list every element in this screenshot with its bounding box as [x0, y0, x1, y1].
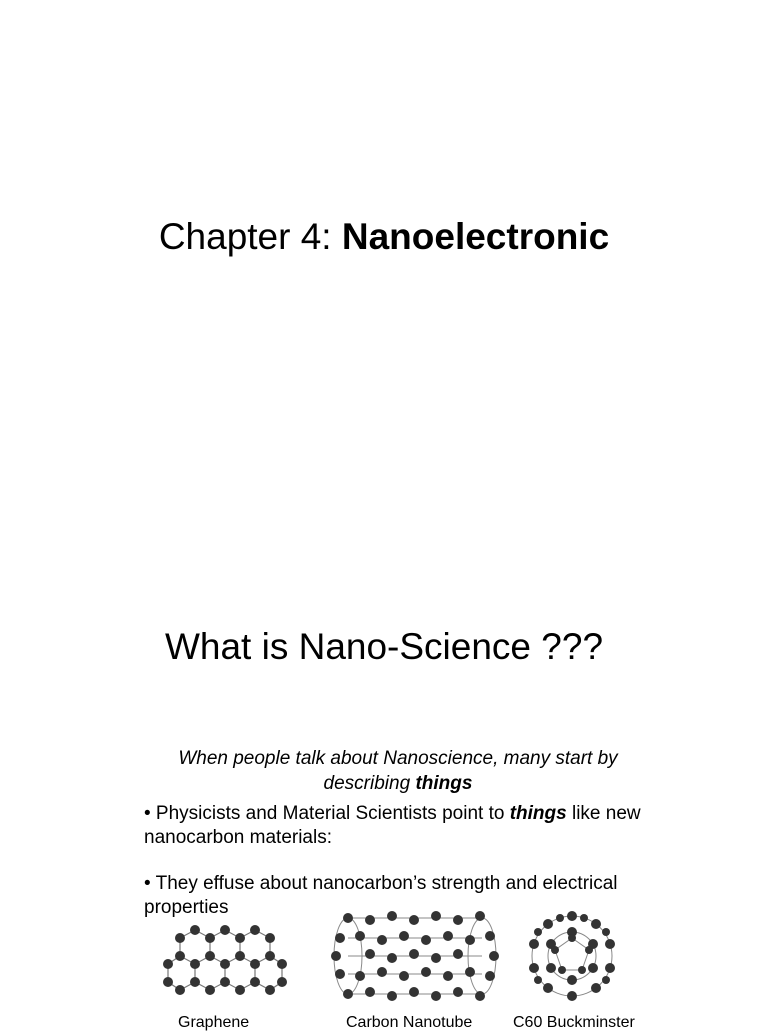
slide-title: What is Nano-Science ??? — [164, 626, 604, 667]
bullet-physicists-end: like new nanocarbon materials: — [144, 803, 641, 848]
intro-text-main: When people talk about Nanoscience, many start by describing — [178, 748, 618, 794]
bullet-physicists — [144, 802, 664, 850]
chapter-title-bold: Nanoelectronic — [341, 216, 610, 257]
bullet-physicists-start: • Physicists and Material Scientists point to — [144, 803, 510, 824]
graphene-icon — [160, 908, 290, 1008]
chapter-title-prefix: Chapter 4: — [158, 216, 342, 257]
bullet-properties: • They effuse about nanocarbon’s strength and electrical properties — [144, 873, 618, 918]
caption-nanotube: Carbon Nanotube — [346, 1014, 473, 1031]
bullet-physicists-emph: things — [509, 803, 567, 824]
chapter-title — [0, 216, 768, 258]
buckyball-icon — [522, 908, 622, 1008]
nanotube-icon — [330, 908, 500, 1008]
caption-buckyball: C60 Buckminster — [513, 1014, 635, 1031]
caption-graphene: Graphene — [178, 1014, 250, 1031]
intro-text — [148, 746, 648, 796]
intro-text-bold: things — [415, 773, 473, 794]
